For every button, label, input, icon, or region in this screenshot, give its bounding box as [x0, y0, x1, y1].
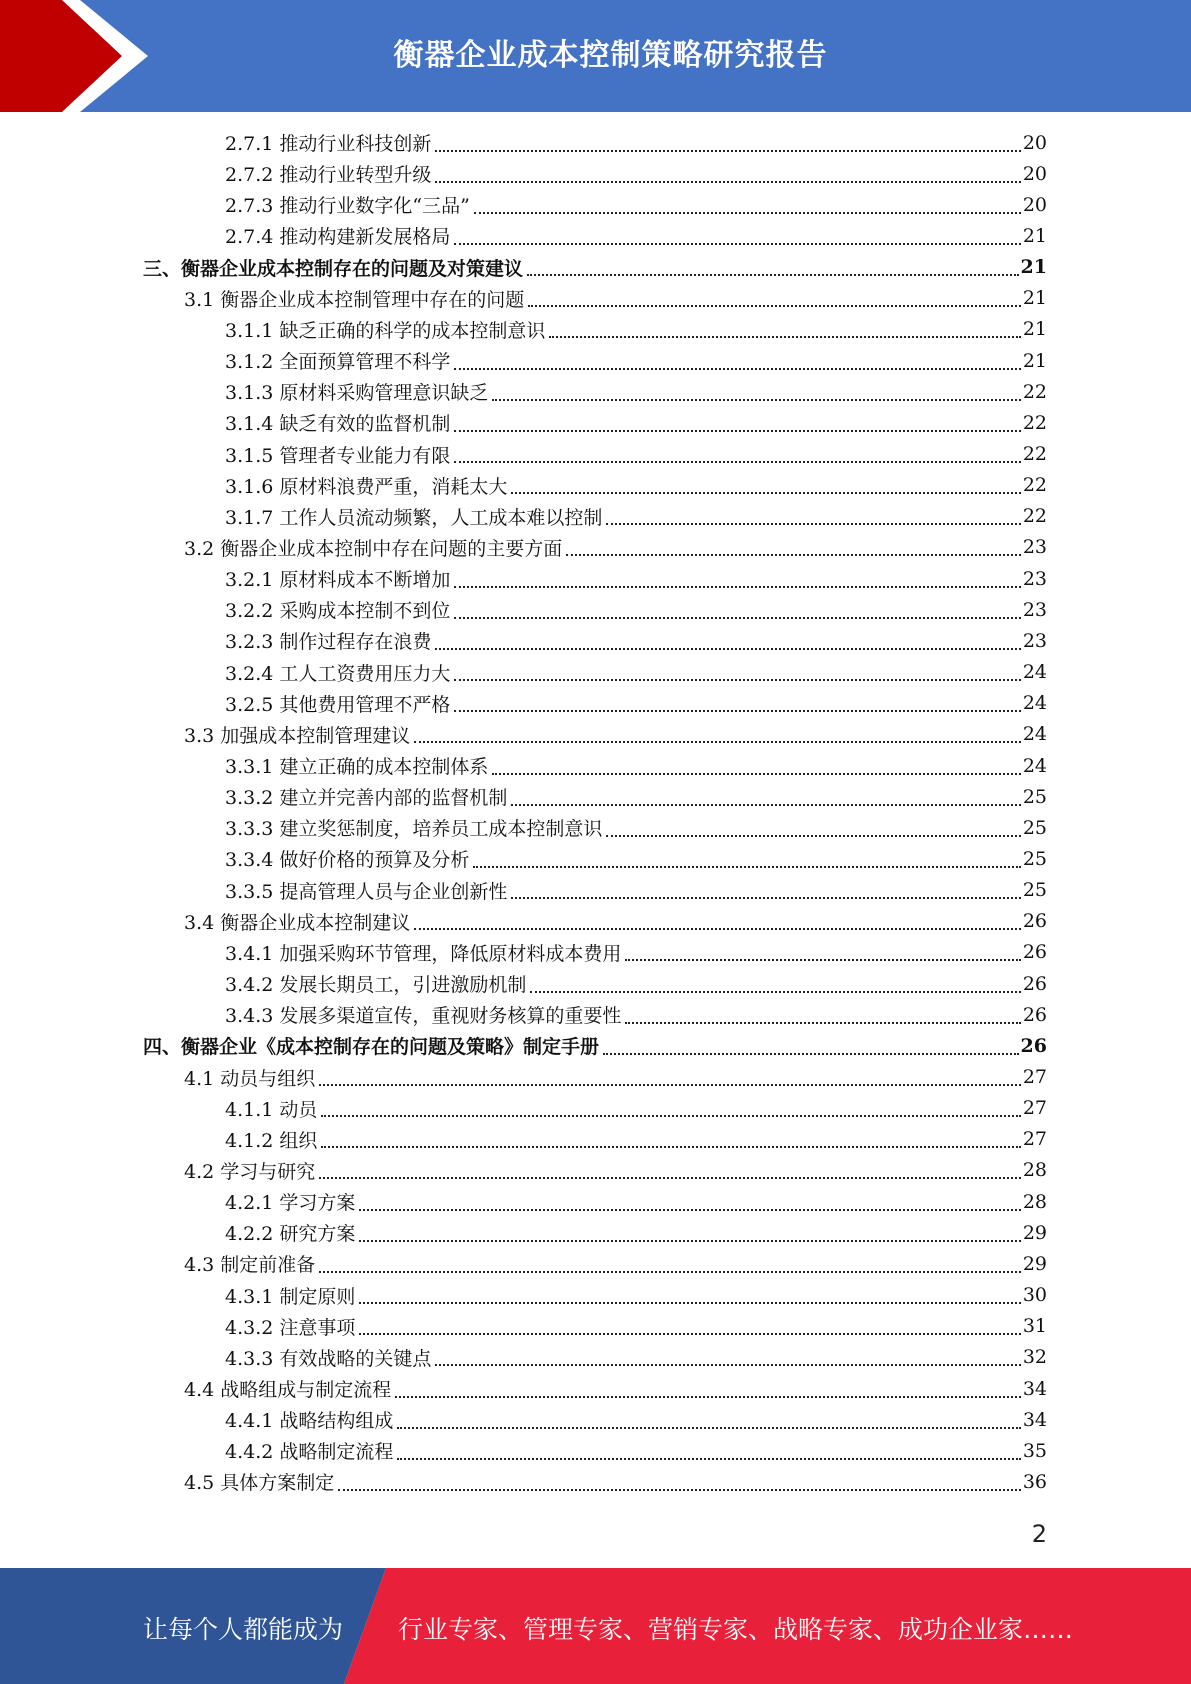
toc-entry[interactable]: [143, 1030, 1047, 1061]
toc-entry-title: 3.4.1 加强采购环节管理，降低原材料成本费用: [225, 942, 622, 965]
toc-entry-title: 2.7.1 推动行业科技创新: [225, 133, 432, 155]
toc-entry-page: 25: [1022, 847, 1047, 870]
toc-leader-dots: [511, 802, 1020, 806]
toc-leader-dots: [319, 1269, 1021, 1273]
toc-entry-title: 3.2.3 制作过程存在浪费: [225, 631, 432, 654]
toc-entry-title: 4.4.1 战略结构组成: [225, 1410, 394, 1433]
toc-entry-page: 36: [1022, 1470, 1047, 1493]
toc-entry[interactable]: [225, 594, 1047, 625]
toc-entry-title: 3.1.6 原材料浪费严重，消耗太大: [225, 475, 508, 498]
toc-entry-page: 29: [1022, 1221, 1047, 1244]
toc-entry-title: 四、衡器企业《成本控制存在的问题及策略》制定手册: [143, 1036, 600, 1059]
toc-entry[interactable]: [225, 688, 1047, 719]
toc-entry-title: 3.2.1 原材料成本不断增加: [225, 569, 451, 592]
toc-entry-page: 27: [1022, 1128, 1047, 1151]
toc-leader-dots: [625, 1020, 1020, 1024]
toc-leader-dots: [511, 490, 1020, 494]
toc-leader-dots: [435, 646, 1020, 650]
toc-entry-page: 28: [1022, 1190, 1047, 1213]
toc-entry-title: 2.7.4 推动构建新发展格局: [225, 226, 451, 249]
toc-leader-dots: [454, 459, 1020, 463]
toc-entry[interactable]: [225, 314, 1047, 345]
toc-entry[interactable]: [225, 875, 1047, 906]
toc-leader-dots: [454, 615, 1020, 619]
toc-leader-dots: [435, 1362, 1020, 1366]
toc-entry-page: 34: [1022, 1408, 1047, 1431]
toc-entry-title: 3.1.4 缺乏有效的监督机制: [225, 413, 451, 436]
toc-entry[interactable]: [225, 843, 1047, 874]
toc-entry-page: 24: [1022, 661, 1047, 684]
toc-entry[interactable]: [225, 1435, 1047, 1466]
toc-entry[interactable]: [225, 1311, 1047, 1342]
toc-entry-title: 4.1.2 组织: [225, 1129, 318, 1152]
toc-entry[interactable]: [225, 657, 1047, 688]
toc-entry-page: 34: [1022, 1377, 1047, 1400]
toc-entry[interactable]: [184, 283, 1047, 314]
toc-entry-page: 32: [1022, 1346, 1047, 1369]
page-header: [0, 0, 1191, 112]
toc-entry-title: 3.4 衡器企业成本控制建议: [184, 911, 411, 934]
toc-entry[interactable]: [225, 968, 1047, 999]
toc-entry-page: 22: [1022, 474, 1047, 497]
toc-leader-dots: [395, 1394, 1021, 1398]
page-footer: [0, 1568, 1191, 1684]
toc-entry[interactable]: [184, 1062, 1047, 1093]
toc-leader-dots: [625, 957, 1020, 961]
toc-entry-page: 24: [1022, 723, 1047, 746]
toc-entry-title: 4.3.3 有效战略的关键点: [225, 1347, 432, 1370]
toc-leader-dots: [530, 989, 1020, 993]
toc-leader-dots: [527, 272, 1019, 276]
toc-entry-page: 21: [1022, 224, 1047, 247]
toc-entry-title: 4.5 具体方案制定: [184, 1472, 335, 1495]
toc-entry-title: 3.3.5 提高管理人员与企业创新性: [225, 880, 508, 903]
toc-entry[interactable]: [184, 532, 1047, 563]
toc-leader-dots: [528, 303, 1021, 307]
toc-entry-title: 3.3 加强成本控制管理建议: [184, 724, 411, 747]
toc-entry-page: 20: [1022, 162, 1047, 185]
toc-entry-page: 22: [1022, 505, 1047, 528]
toc-entry-title: 3.2.2 采购成本控制不到位: [225, 600, 451, 623]
toc-entry-page: 21: [1022, 287, 1047, 310]
toc-entry[interactable]: [225, 937, 1047, 968]
footer-slogan-left: 让每个人都能成为: [143, 1615, 344, 1644]
footer-slogan-right: 行业专家、管理专家、营销专家、战略专家、成功企业家……: [398, 1615, 1074, 1644]
toc-entry[interactable]: [225, 563, 1047, 594]
toc-entry-page: 22: [1022, 443, 1047, 465]
toc-entry-title: 4.2.1 学习方案: [225, 1192, 356, 1215]
toc-entry-page: 26: [1022, 1003, 1047, 1026]
toc-leader-dots: [338, 1487, 1021, 1491]
toc-entry-title: 3.4.3 发展多渠道宣传，重视财务核算的重要性: [225, 1005, 622, 1028]
toc-leader-dots: [435, 148, 1020, 152]
toc-entry-page: 27: [1022, 1097, 1047, 1120]
toc-entry[interactable]: [225, 625, 1047, 656]
toc-leader-dots: [492, 397, 1020, 401]
toc-entry-page: 20: [1022, 193, 1047, 216]
toc-leader-dots: [321, 1113, 1020, 1117]
toc-entry-page: 27: [1022, 1066, 1047, 1088]
toc-entry-title: 4.2.2 研究方案: [225, 1223, 356, 1246]
toc-entry[interactable]: [225, 376, 1047, 407]
toc-entry-page: 25: [1022, 879, 1047, 902]
toc-entry[interactable]: [225, 501, 1047, 532]
toc-entry-title: 3.1 衡器企业成本控制管理中存在的问题: [184, 288, 525, 311]
toc-entry[interactable]: [225, 1093, 1047, 1124]
toc-entry[interactable]: [225, 1342, 1047, 1373]
toc-leader-dots: [397, 1425, 1020, 1429]
toc-entry-page: 23: [1022, 629, 1047, 652]
toc-entry-page: 22: [1022, 380, 1047, 403]
document-title: 衡器企业成本控制策略研究报告: [393, 38, 828, 73]
toc-entry-page: 30: [1022, 1284, 1047, 1307]
toc-entry[interactable]: [225, 470, 1047, 501]
toc-entry-page: 24: [1022, 754, 1047, 777]
toc-leader-dots: [321, 1144, 1020, 1148]
toc-entry[interactable]: [225, 345, 1047, 376]
toc-entry-title: 2.7.2 推动行业转型升级: [225, 164, 432, 187]
toc-entry-title: 4.3 制定前准备: [184, 1254, 316, 1277]
toc-entry-title: 3.2.4 工人工资费用压力大: [225, 662, 451, 685]
toc-entry[interactable]: [225, 189, 1047, 220]
toc-entry-title: 3.3.3 建立奖惩制度，培养员工成本控制意识: [225, 818, 603, 841]
toc-leader-dots: [454, 708, 1020, 712]
toc-entry-page: 26: [1022, 972, 1047, 995]
toc-entry-title: 3.3.1 建立正确的成本控制体系: [225, 756, 489, 778]
toc-entry-page: 28: [1022, 1159, 1047, 1182]
toc-entry-title: 4.3.2 注意事项: [225, 1316, 356, 1339]
toc-leader-dots: [359, 1331, 1020, 1335]
toc-entry[interactable]: [225, 812, 1047, 843]
toc-leader-dots: [549, 334, 1020, 338]
toc-entry-title: 4.2 学习与研究: [184, 1160, 316, 1183]
toc-entry-page: 21: [1022, 349, 1047, 372]
toc-leader-dots: [606, 521, 1020, 525]
toc-entry-page: 21: [1022, 318, 1047, 341]
toc-entry-page: 26: [1020, 1034, 1047, 1057]
toc-entry-page: 24: [1022, 692, 1047, 715]
toc-entry[interactable]: [184, 1373, 1047, 1404]
toc-entry-page: 23: [1022, 567, 1047, 590]
toc-leader-dots: [511, 895, 1020, 899]
toc-entry[interactable]: [225, 220, 1047, 251]
toc-entry[interactable]: [184, 906, 1047, 937]
toc-entry-page: 25: [1022, 785, 1047, 808]
toc-leader-dots: [454, 428, 1020, 432]
toc-entry-title: 4.1.1 动员: [225, 1098, 318, 1121]
toc-entry-title: 3.3.4 做好价格的预算及分析: [225, 849, 470, 872]
toc-entry[interactable]: [184, 1248, 1047, 1279]
toc-entry-title: 4.3.1 制定原则: [225, 1285, 356, 1308]
toc-entry-page: 23: [1022, 536, 1047, 559]
toc-entry-page: 20: [1022, 131, 1047, 154]
toc-entry[interactable]: [225, 158, 1047, 189]
toc-entry-page: 29: [1022, 1252, 1047, 1275]
toc-entry-title: 3.1.3 原材料采购管理意识缺乏: [225, 382, 489, 405]
toc-leader-dots: [454, 677, 1020, 681]
toc-leader-dots: [414, 926, 1021, 930]
toc-leader-dots: [492, 771, 1020, 775]
toc-entry[interactable]: [184, 1155, 1047, 1186]
toc-entry-title: 4.1 动员与组织: [184, 1067, 316, 1090]
toc-entry[interactable]: [225, 750, 1047, 781]
toc-leader-dots: [359, 1300, 1020, 1304]
toc-entry[interactable]: [225, 1217, 1047, 1248]
toc-leader-dots: [435, 179, 1020, 183]
toc-entry-title: 3.1.7 工作人员流动频繁，人工成本难以控制: [225, 506, 603, 529]
toc-entry[interactable]: [184, 1466, 1047, 1497]
toc-leader-dots: [319, 1082, 1021, 1086]
toc-entry[interactable]: [143, 252, 1047, 283]
toc-leader-dots: [474, 210, 1021, 214]
toc-entry-page: 23: [1022, 598, 1047, 621]
toc-leader-dots: [397, 1456, 1020, 1460]
toc-entry-title: 3.1.1 缺乏正确的科学的成本控制意识: [225, 319, 546, 342]
toc-entry-page: 31: [1022, 1315, 1047, 1338]
toc-entry-page: 21: [1020, 256, 1047, 279]
toc-leader-dots: [603, 1051, 1019, 1055]
toc-entry[interactable]: [225, 1404, 1047, 1435]
toc-entry-title: 3.3.2 建立并完善内部的监督机制: [225, 787, 508, 810]
toc-entry-title: 3.2.5 其他费用管理不严格: [225, 693, 451, 716]
toc-entry-title: 4.4 战略组成与制定流程: [184, 1379, 392, 1401]
toc-leader-dots: [454, 584, 1020, 588]
toc-entry-title: 三、衡器企业成本控制存在的问题及对策建议: [143, 257, 524, 280]
toc-leader-dots: [359, 1207, 1020, 1211]
toc-entry-title: 3.1.2 全面预算管理不科学: [225, 351, 451, 374]
toc-entry-title: 4.4.2 战略制定流程: [225, 1441, 394, 1464]
toc-entry-page: 25: [1022, 816, 1047, 839]
toc-entry-page: 35: [1022, 1439, 1047, 1462]
toc-entry-page: 22: [1022, 411, 1047, 434]
toc-entry-page: 26: [1022, 941, 1047, 964]
toc-entry[interactable]: [225, 999, 1047, 1030]
toc-entry[interactable]: [225, 1186, 1047, 1217]
toc-entry[interactable]: [184, 719, 1047, 750]
toc-entry[interactable]: [225, 439, 1047, 470]
toc-entry-page: 26: [1022, 910, 1047, 933]
toc-leader-dots: [319, 1175, 1021, 1179]
toc-leader-dots: [414, 739, 1021, 743]
toc-leader-dots: [454, 241, 1020, 245]
toc-entry[interactable]: [225, 1280, 1047, 1311]
toc-leader-dots: [454, 366, 1020, 370]
toc-leader-dots: [566, 552, 1021, 556]
toc-entry-title: 3.4.2 发展长期员工，引进激励机制: [225, 974, 527, 997]
toc-entry[interactable]: [225, 1124, 1047, 1155]
toc-leader-dots: [606, 833, 1020, 837]
toc-entry[interactable]: [225, 127, 1047, 158]
toc-entry-title: 2.7.3 推动行业数字化“三品”: [225, 195, 470, 218]
page-number: 2: [1031, 1520, 1047, 1548]
toc-entry[interactable]: [225, 781, 1047, 812]
toc-entry-title: 3.2 衡器企业成本控制中存在问题的主要方面: [184, 537, 563, 560]
toc-entry[interactable]: [225, 407, 1047, 438]
toc-entry-title: 3.1.5 管理者专业能力有限: [225, 444, 451, 467]
toc-leader-dots: [473, 864, 1020, 868]
toc-leader-dots: [359, 1238, 1020, 1242]
